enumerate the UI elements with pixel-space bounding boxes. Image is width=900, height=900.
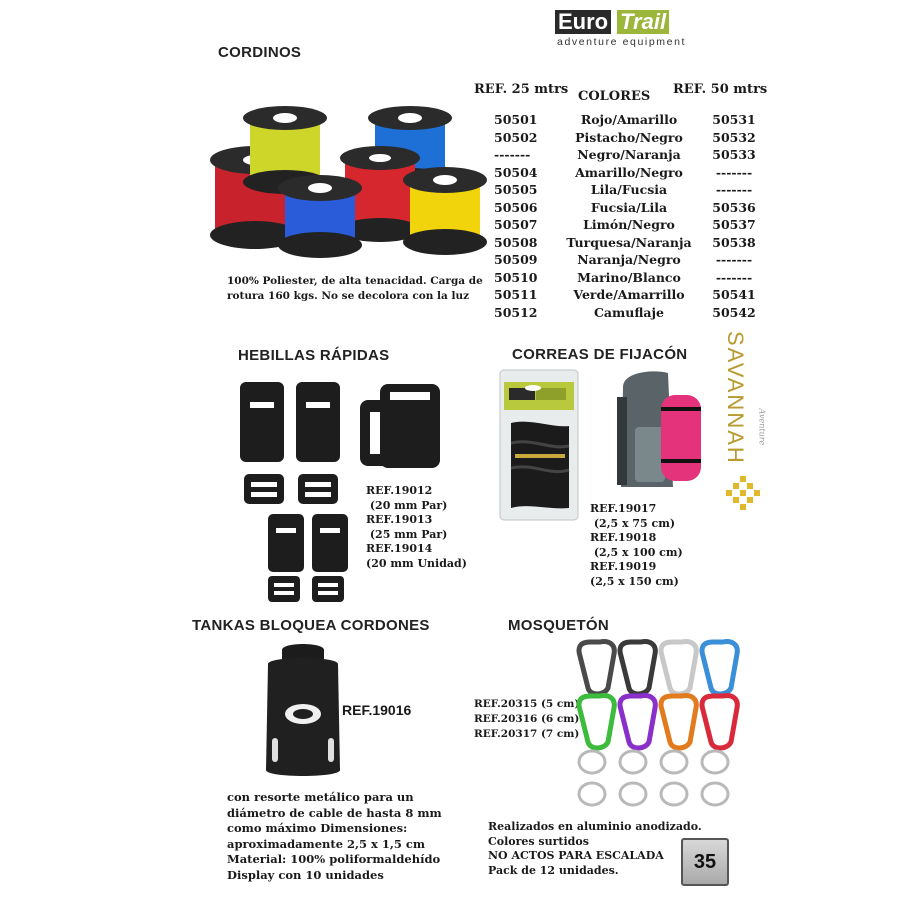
hebillas-ref-line: (20 mm Unidad): [366, 556, 467, 570]
color-cell: Marino/Blanco: [577, 269, 681, 285]
split-ring-icon: [661, 751, 687, 773]
correas-ref-line: (2,5 x 75 cm): [590, 516, 676, 530]
table-row: [476, 235, 776, 252]
ref50-cell: 50532: [712, 129, 756, 145]
cordinos-description: [227, 274, 483, 304]
table-row: [476, 182, 776, 199]
spool-yellow-front: [403, 167, 487, 255]
carabiner-icon: [620, 696, 655, 749]
color-cell: Verde/Amarrillo: [573, 287, 685, 302]
buckle-pair-1: [240, 382, 340, 504]
carabiner-icon: [702, 642, 737, 695]
split-ring-icon: [579, 783, 605, 805]
table-row: [476, 287, 776, 304]
split-ring-icon: [579, 751, 605, 773]
carabiner-icon: [661, 642, 696, 695]
savannah-brand: SAVANNAH: [723, 331, 748, 465]
ref25-cell: 50512: [494, 304, 538, 320]
ref50-cell: 50533: [712, 147, 756, 162]
carabiner-icon: [579, 642, 614, 695]
color-cell: Turquesa/Naranja: [566, 234, 692, 250]
split-ring-icon: [661, 783, 687, 805]
hebillas-ref-line: REF.19014: [366, 542, 433, 555]
cord-lock-image: [262, 642, 344, 780]
carabiner-icon: [620, 642, 655, 695]
ref25-cell: 50501: [494, 112, 538, 127]
mosqueton-desc-line: Pack de 12 unidades.: [488, 863, 619, 877]
ref50-cell: -------: [715, 252, 753, 267]
correas-ref-line: (2,5 x 100 cm): [590, 545, 683, 559]
mosqueton-refs: [474, 697, 579, 742]
tankas-desc-line: Material: 100% poliformaldehído: [227, 852, 441, 866]
ref25-cell: 50510: [494, 269, 538, 285]
split-rings: [579, 751, 728, 805]
tankas-ref: REF.19016: [342, 702, 412, 718]
color-cell: Limón/Negro: [583, 217, 675, 232]
color-cell: Camuflaje: [593, 304, 665, 320]
tankas-description: [227, 790, 442, 883]
ref25-cell: 50504: [494, 164, 538, 180]
buckle-pair-2: [268, 514, 348, 602]
hebillas-ref-line: REF.19012: [366, 484, 433, 497]
table-row: [476, 112, 776, 129]
carabiner-row-2: [579, 696, 737, 749]
ref50-cell: -------: [715, 269, 753, 285]
logo-euro: Euro: [555, 10, 611, 34]
ref25-cell: 50507: [494, 217, 538, 232]
table-row: [476, 165, 776, 182]
table-row: [476, 130, 776, 147]
split-ring-icon: [620, 751, 646, 773]
mosqueton-description: [488, 820, 702, 878]
col-header-25m: REF. 25 mtrs: [474, 82, 569, 97]
ref50-cell: -------: [715, 164, 753, 180]
mosqueton-desc-line: Realizados en aluminio anodizado.: [488, 820, 702, 833]
savannah-diamond-icon: [726, 476, 760, 510]
cordinos-table: [476, 112, 776, 322]
correas-ref-line: REF.19019: [590, 560, 657, 573]
spool-blue-front: [278, 175, 362, 258]
tankas-desc-line: Display con 10 unidades: [227, 867, 384, 882]
logo-tagline: adventure equipment: [557, 36, 687, 48]
tankas-desc-line: diámetro de cable de hasta 8 mm: [227, 805, 442, 820]
table-row: [476, 305, 776, 322]
mosqueton-ref-line: REF.20316 (6 cm): [474, 713, 580, 725]
table-row: [476, 270, 776, 287]
logo-trail: Trail: [617, 10, 669, 34]
backpack-image: [613, 367, 705, 497]
tankas-desc-line: con resorte metálico para un: [227, 790, 414, 804]
col-header-colores: COLORES: [578, 89, 651, 104]
carabiner-icon: [661, 696, 696, 749]
color-cell: Pistacho/Negro: [575, 129, 683, 145]
color-cell: Rojo/Amarillo: [580, 112, 678, 127]
hebillas-ref-line: (25 mm Par): [366, 527, 448, 541]
split-ring-icon: [702, 751, 728, 773]
ref50-cell: 50537: [712, 217, 756, 232]
ref25-cell: 50511: [494, 287, 538, 302]
ref50-cell: -------: [715, 182, 753, 197]
color-cell: Amarillo/Negro: [575, 164, 683, 180]
hebillas-ref-line: REF.19013: [366, 513, 433, 526]
color-cell: Fucsia/Lila: [590, 199, 668, 215]
savannah-brand-wrap: [722, 330, 748, 470]
ref25-cell: 50508: [494, 234, 538, 250]
tankas-desc-line: como máximo Dimensiones:: [227, 821, 408, 835]
straps-package-image: [499, 368, 581, 523]
ref25-cell: 50506: [494, 199, 538, 215]
ref50-cell: 50541: [712, 287, 756, 302]
cordinos-desc-line: rotura 160 kgs. No se decolora con la luz: [227, 290, 470, 302]
page-number: 35: [681, 838, 729, 886]
table-row: [476, 200, 776, 217]
mosqueton-desc-line: Colores surtidos: [488, 834, 589, 848]
buckle-large: [360, 384, 440, 468]
correas-refs: [590, 502, 683, 589]
split-ring-icon: [702, 783, 728, 805]
ref25-cell: 50509: [494, 252, 538, 267]
color-cell: Naranja/Negro: [577, 252, 681, 267]
correas-title: CORREAS DE FIJACÓN: [512, 346, 688, 363]
ref50-cell: 50538: [712, 234, 756, 250]
table-row: [476, 147, 776, 164]
cordinos-desc-line: 100% Poliester, de alta tenacidad. Carga de: [227, 275, 483, 287]
mosqueton-ref-line: REF.20317 (7 cm): [474, 728, 580, 740]
correas-ref-line: REF.19017: [590, 502, 657, 515]
mosqueton-desc-line: NO ACTOS PARA ESCALADA: [488, 849, 664, 862]
carabiner-icon: [579, 696, 614, 749]
carabiners-image: [574, 636, 744, 816]
hebillas-ref-line: (20 mm Par): [366, 498, 448, 512]
cordinos-title: CORDINOS: [218, 44, 302, 61]
cord-spools-image: [205, 100, 490, 265]
table-row: [476, 217, 776, 234]
ref50-cell: 50536: [712, 199, 756, 215]
ref50-cell: 50531: [712, 112, 756, 127]
carabiner-row-1: [579, 642, 737, 695]
ref50-cell: 50542: [712, 304, 756, 320]
table-row: [476, 252, 776, 269]
hebillas-title: HEBILLAS RÁPIDAS: [238, 347, 390, 364]
col-header-50m: REF. 50 mtrs: [673, 82, 768, 97]
ref25-cell: 50502: [494, 129, 538, 145]
mosqueton-ref-line: REF.20315 (5 cm): [474, 698, 580, 710]
hebillas-refs: [366, 484, 467, 571]
ref25-cell: -------: [494, 147, 531, 162]
color-cell: Lila/Fucsia: [590, 182, 668, 197]
eurotrail-logo: [555, 10, 720, 48]
correas-ref-line: REF.19018: [590, 531, 657, 544]
tankas-desc-line: aproximadamente 2,5 x 1,5 cm: [227, 836, 426, 851]
savannah-sub: Aventure: [757, 408, 767, 446]
savannah-logo: [718, 330, 767, 510]
carabiner-icon: [702, 696, 737, 749]
split-ring-icon: [620, 783, 646, 805]
mosqueton-title: MOSQUETÓN: [508, 617, 610, 634]
color-cell: Negro/Naranja: [577, 147, 681, 162]
correas-ref-line: (2,5 x 150 cm): [590, 574, 679, 588]
ref25-cell: 50505: [494, 182, 538, 197]
tankas-title: TANKAS BLOQUEA CORDONES: [192, 617, 430, 634]
